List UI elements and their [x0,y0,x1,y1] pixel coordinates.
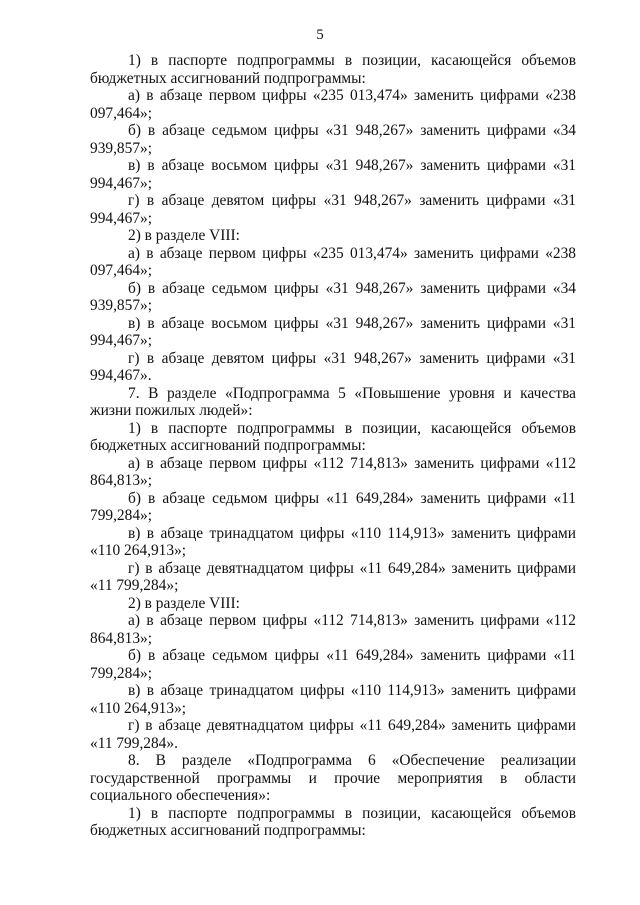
paragraph: б) в абзаце седьмом цифры «11 649,284» заменить цифрами «11 799,284»; [90,647,576,682]
paragraph: 1) в паспорте подпрограммы в позиции, касающейся объемов бюджетных ассигнований подпрограммы: [90,52,576,87]
paragraph: в) в абзаце восьмом цифры «31 948,267» заменить цифрами «31 994,467»; [90,314,576,349]
paragraph: 1) в паспорте подпрограммы в позиции, касающейся объемов бюджетных ассигнований подпрограммы: [90,804,576,839]
paragraph: 2) в разделе VIII: [128,227,240,244]
paragraph: г) в абзаце девятнадцатом цифры «11 649,284» заменить цифрами «11 799,284»; [90,559,576,594]
paragraph: б) в абзаце седьмом цифры «11 649,284» заменить цифрами «11 799,284»; [90,489,576,524]
paragraph: 7. В разделе «Подпрограмма 5 «Повышение уровня и качества жизни пожилых людей»: [90,384,576,419]
paragraph: а) в абзаце первом цифры «112 714,813» заменить цифрами «112 864,813»; [90,454,576,489]
paragraph: 2) в разделе VIII: [128,594,240,612]
paragraph: в) в абзаце тринадцатом цифры «110 114,913» заменить цифрами «110 264,913»; [90,682,576,717]
paragraph: б) в абзаце седьмом цифры «31 948,267» заменить цифрами «34 939,857»; [90,279,576,314]
paragraph: в) в абзаце восьмом цифры «31 948,267» заменить цифрами «31 994,467»; [90,157,576,192]
paragraph: г) в абзаце девятом цифры «31 948,267» заменить цифрами «31 994,467»; [90,192,576,227]
paragraph: в) в абзаце тринадцатом цифры «110 114,913» заменить цифрами «110 264,913»; [90,524,576,559]
document-body [90,52,576,840]
paragraph: г) в абзаце девятнадцатом цифры «11 649,284» заменить цифрами «11 799,284». [90,717,576,752]
paragraph: г) в абзаце девятом цифры «31 948,267» заменить цифрами «31 994,467». [90,349,576,384]
paragraph: б) в абзаце седьмом цифры «31 948,267» заменить цифрами «34 939,857»; [90,122,576,157]
page-number: 5 [316,27,324,43]
paragraph: 8. В разделе «Подпрограмма 6 «Обеспечение реализации государственной программы и прочие мероприятия в области социального обеспечения»: [90,752,576,804]
paragraph: а) в абзаце первом цифры «235 013,474» заменить цифрами «238 097,464»; [90,87,576,122]
paragraph: а) в абзаце первом цифры «235 013,474» заменить цифрами «238 097,464»; [90,244,576,279]
paragraph: 1) в паспорте подпрограммы в позиции, касающейся объемов бюджетных ассигнований подпрограммы: [90,419,576,454]
paragraph: а) в абзаце первом цифры «112 714,813» заменить цифрами «112 864,813»; [90,612,576,647]
